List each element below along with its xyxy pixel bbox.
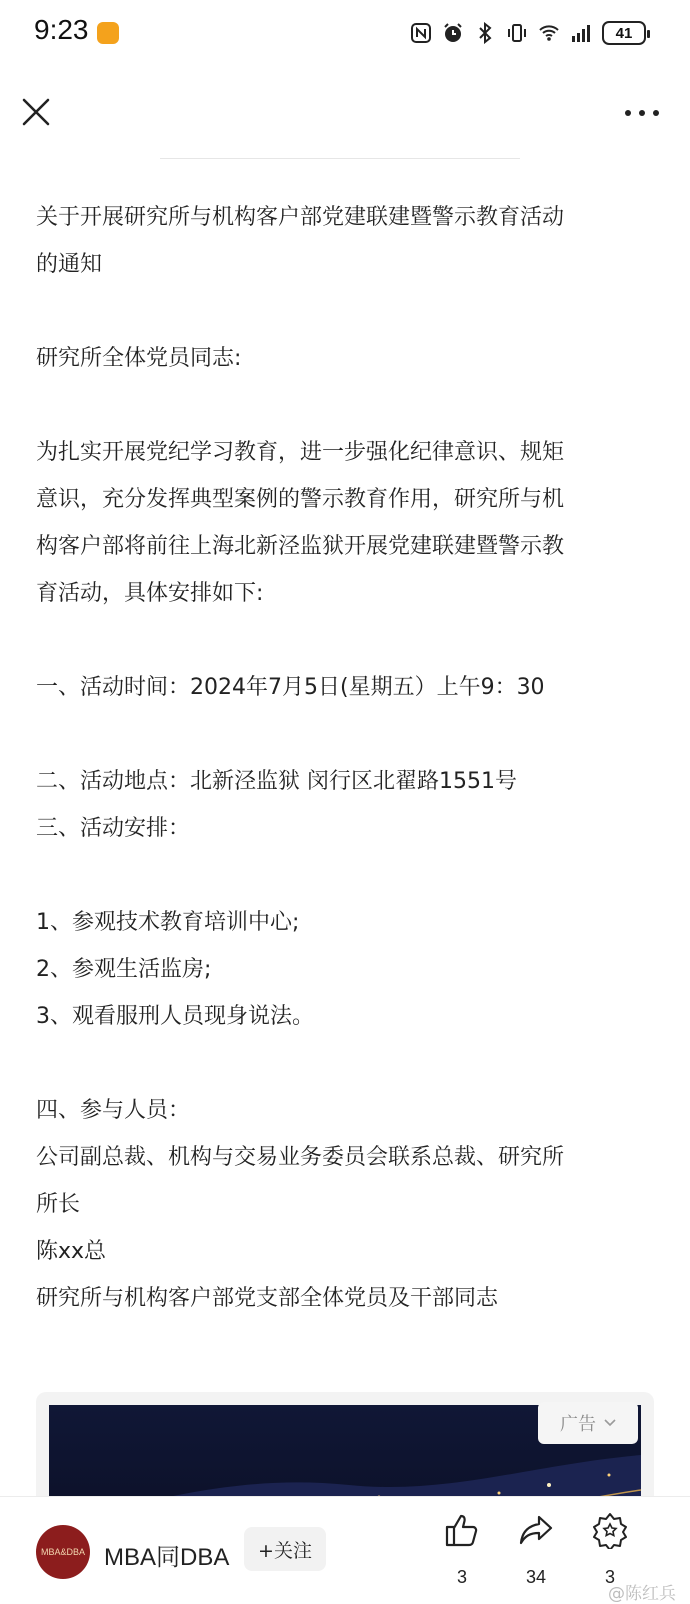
ad-label-text: 广告 — [560, 1414, 596, 1435]
status-icons — [410, 18, 646, 48]
arrangement-item: 2、参观生活监房; — [36, 957, 212, 982]
participant-line: 陈xx总 — [36, 1239, 107, 1264]
activity-arrangement-heading: 三、活动安排： — [36, 816, 191, 841]
like-count: 3 — [456, 1567, 467, 1587]
battery-indicator: 41 — [602, 21, 646, 45]
ad-label[interactable] — [538, 1402, 638, 1444]
account-name[interactable]: MBA同DBA — [104, 1544, 230, 1571]
watermark: @陈红兵 — [608, 1584, 676, 1604]
close-icon[interactable] — [18, 94, 54, 130]
header-divider — [160, 158, 520, 159]
activity-time: 一、活动时间：2024年7月5日(星期五）上午9：30 — [36, 675, 545, 700]
body-line: 为扎实开展党纪学习教育，进一步强化纪律意识、规矩 — [36, 440, 565, 465]
body-line: 意识，充分发挥典型案例的警示教育作用，研究所与机 — [36, 487, 565, 512]
avatar[interactable] — [36, 1525, 90, 1579]
activity-place: 二、活动地点：北新泾监狱 闵行区北翟路1551号 — [36, 769, 517, 794]
status-bar — [0, 0, 690, 68]
participant-line: 研究所与机构客户部党支部全体党员及干部同志 — [36, 1286, 499, 1311]
share-button[interactable] — [506, 1511, 566, 1595]
signal-icon — [570, 22, 592, 44]
status-time: 9:23 — [34, 14, 89, 45]
nfc-icon — [410, 22, 432, 44]
vibrate-icon — [506, 22, 528, 44]
article-title-line: 关于开展研究所与机构客户部党建联建暨警示教育活动 — [36, 205, 565, 230]
avatar-text: MBA&DBA — [40, 1547, 85, 1557]
alarm-icon — [442, 22, 464, 44]
star-badge-icon — [591, 1511, 629, 1549]
app-notification-icon — [97, 22, 119, 44]
bottom-action-bar — [0, 1496, 690, 1604]
share-count: 34 — [525, 1567, 547, 1587]
arrangement-item: 3、观看服刑人员现身说法。 — [36, 1004, 314, 1029]
thumbs-up-icon — [443, 1511, 481, 1549]
more-options-icon[interactable] — [622, 98, 662, 128]
chevron-down-icon — [604, 1419, 616, 1427]
bluetooth-icon — [474, 22, 496, 44]
salutation: 研究所全体党员同志: — [36, 346, 242, 371]
follow-button[interactable]: +关注 — [244, 1527, 326, 1571]
wifi-icon — [538, 22, 560, 44]
collect-count: 3 — [604, 1567, 615, 1587]
participant-line: 公司副总裁、机构与交易业务委员会联系总裁、研究所 — [36, 1145, 565, 1170]
participants-heading: 四、参与人员： — [36, 1098, 191, 1123]
article-body — [36, 194, 656, 1322]
article-title-line: 的通知 — [36, 252, 103, 277]
top-bar — [0, 80, 690, 150]
arrangement-item: 1、参观技术教育培训中心; — [36, 910, 300, 935]
like-button[interactable] — [432, 1511, 492, 1595]
body-line: 育活动，具体安排如下: — [36, 581, 264, 606]
body-line: 构客户部将前往上海北新泾监狱开展党建联建暨警示教 — [36, 534, 565, 559]
participant-line: 所长 — [36, 1192, 81, 1217]
share-icon — [517, 1511, 555, 1549]
